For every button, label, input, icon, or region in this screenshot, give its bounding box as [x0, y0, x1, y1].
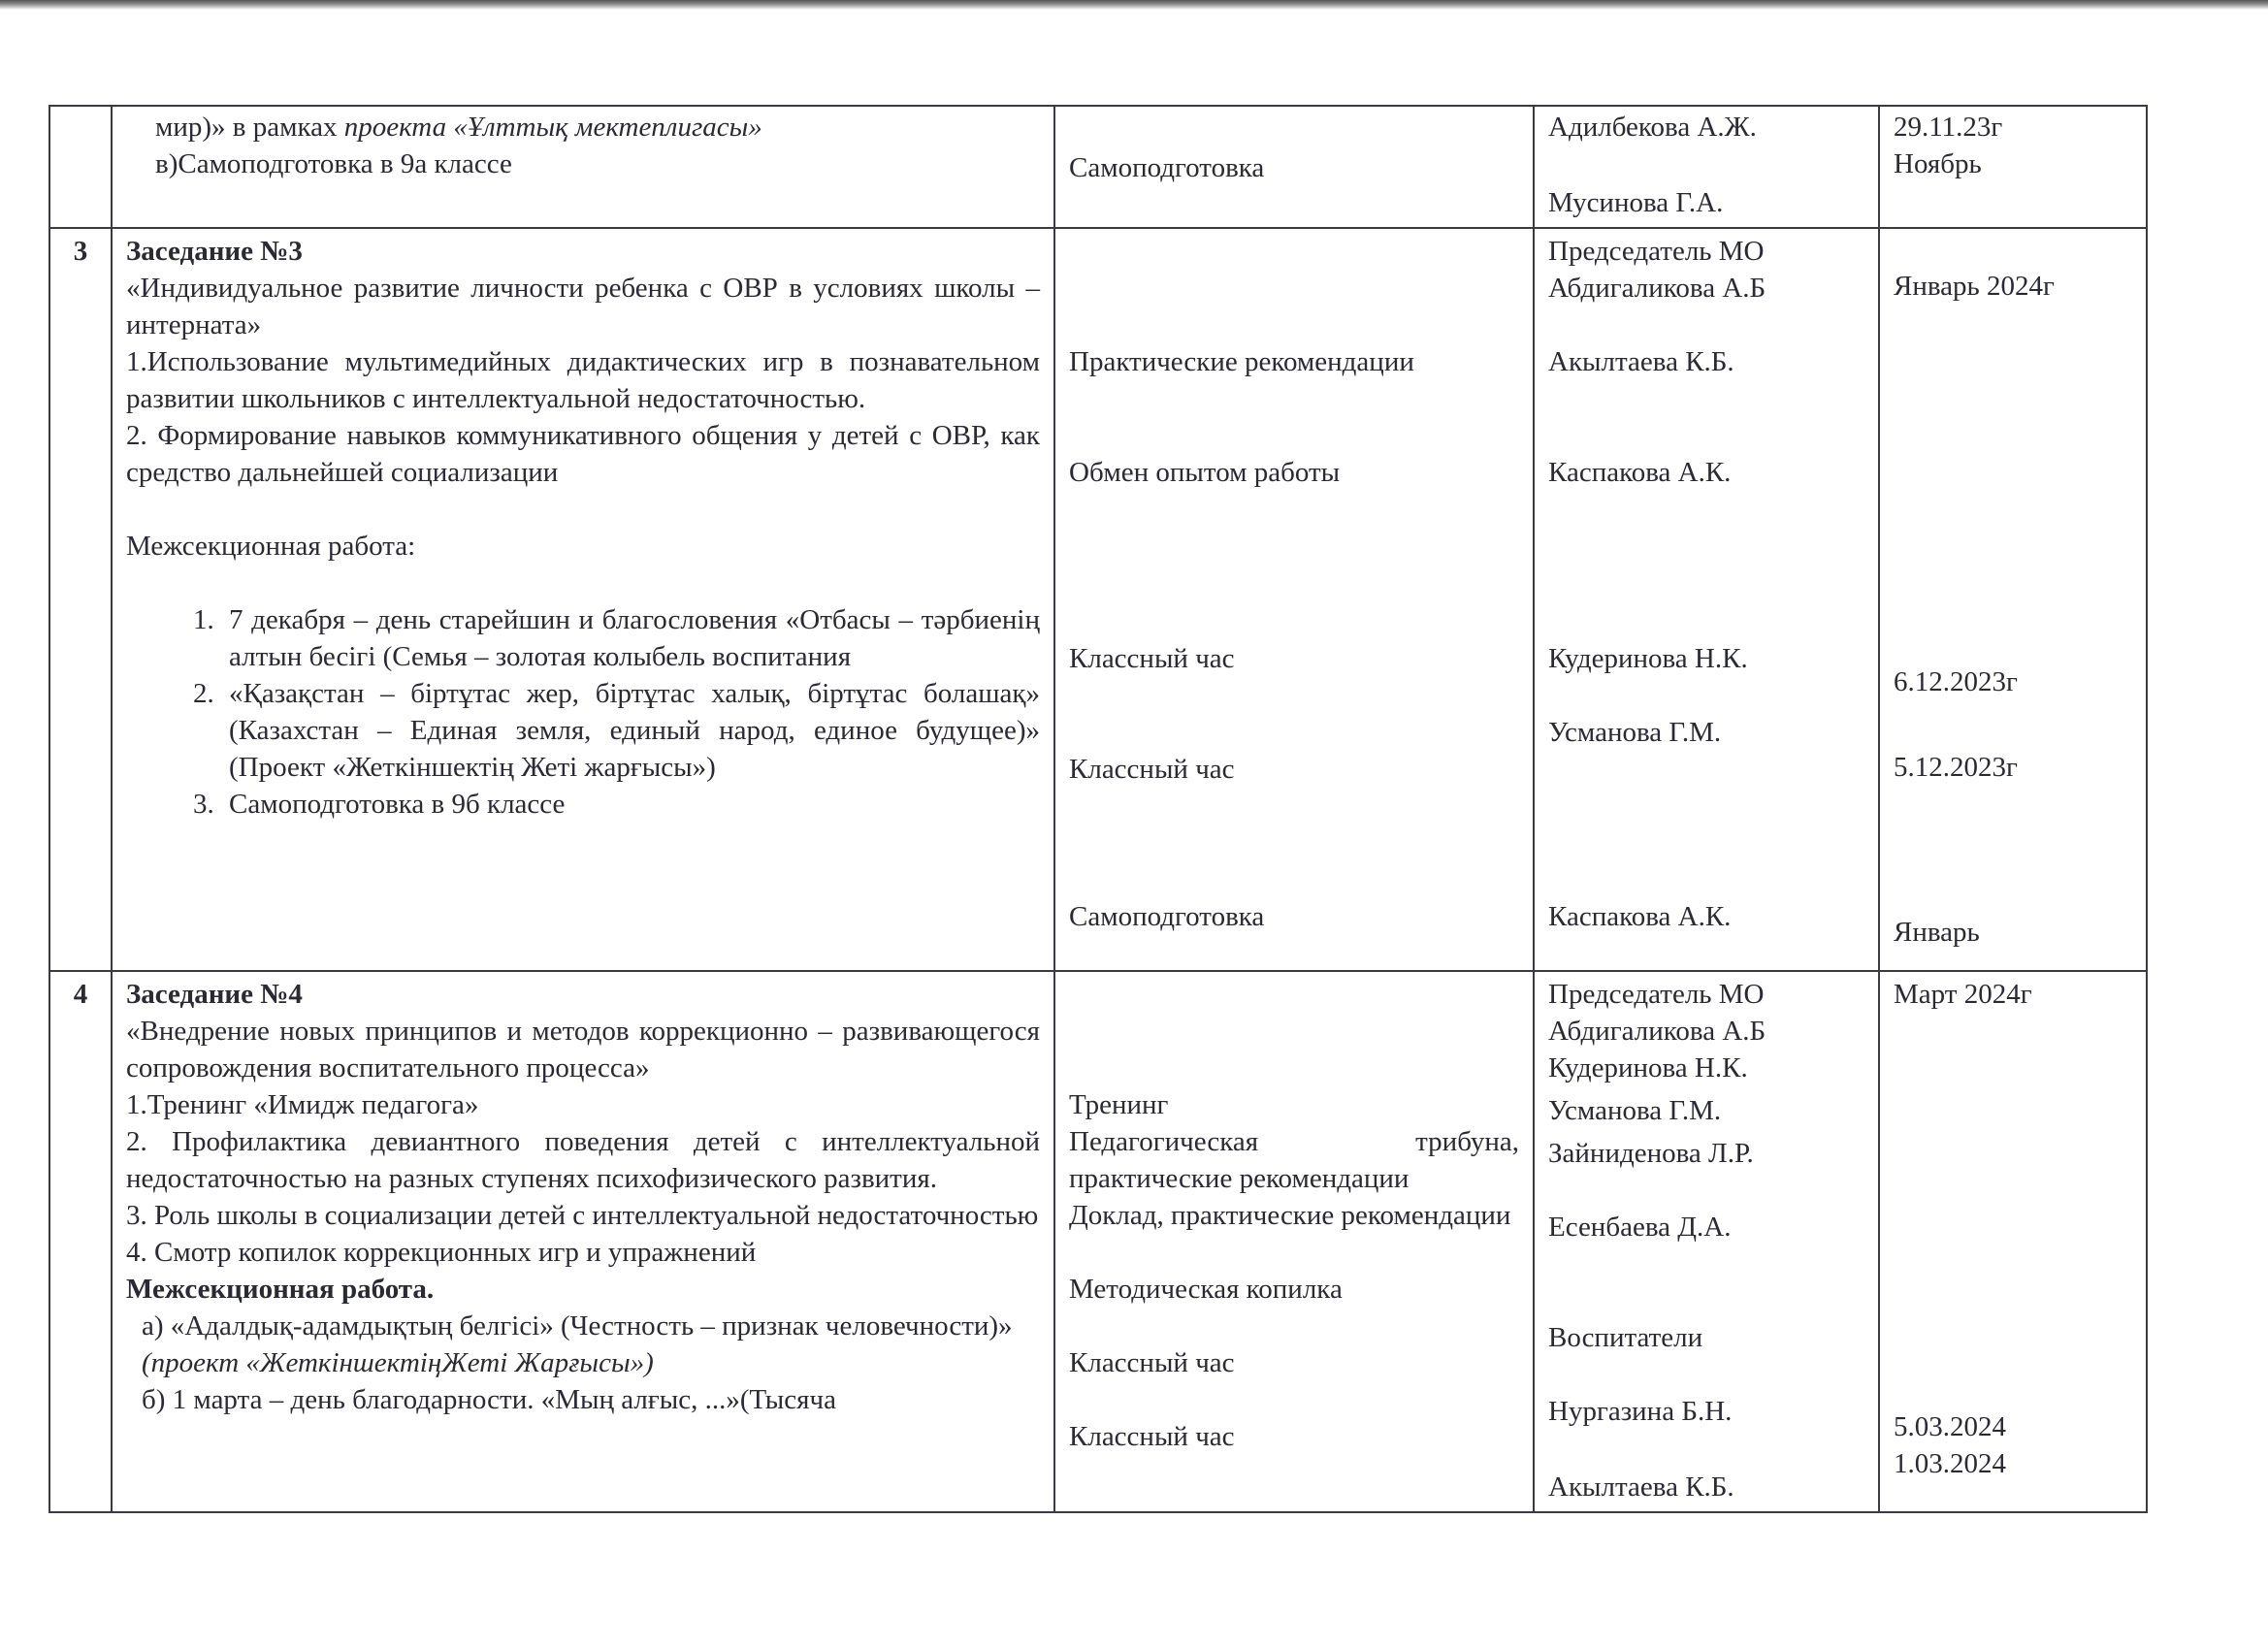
agenda-item: 4. Смотр копилок коррекционных игр и упражнений [126, 1237, 757, 1268]
date-item: 29.11.23г [1894, 112, 2003, 143]
row-number: 3 [49, 228, 112, 971]
responsible-person: Абдигаликова А.Б [1548, 1016, 1766, 1047]
responsible-cell [1534, 228, 1879, 971]
responsible-person: Абдигаликова А.Б [1548, 273, 1766, 304]
table-row [49, 106, 2147, 228]
responsible-person: Председатель МО [1548, 236, 1765, 267]
form-item: Классный час [1069, 643, 1235, 674]
form-item: Методическая копилка [1069, 1274, 1343, 1305]
table-row [49, 971, 2147, 1512]
content-cell [112, 106, 1054, 228]
responsible-person: Есенбаева Д.А. [1548, 1212, 1732, 1243]
date-cell [1879, 228, 2147, 971]
project-name: (проект «ЖеткіншектіңЖеті Жарғысы») [142, 1347, 654, 1378]
responsible-person: Председатель МО [1548, 979, 1765, 1010]
responsible-person: Усманова Г.М. [1548, 717, 1722, 748]
form-item: Доклад, практические рекомендации [1069, 1200, 1511, 1231]
date-item: 1.03.2024 [1894, 1448, 2006, 1479]
responsible-person: Каспакова А.К. [1548, 457, 1732, 488]
date-item: Март 2024г [1894, 979, 2032, 1010]
form-item: Педагогическая трибуна, практические рекомендации [1069, 1126, 1519, 1194]
list-item: 3. Самоподготовка в 9б классе [221, 786, 1040, 823]
date-item: 5.03.2024 [1894, 1411, 2006, 1442]
form-cell [1054, 228, 1534, 971]
responsible-cell [1534, 971, 1879, 1512]
form-item: Классный час [1069, 1347, 1235, 1378]
responsible-person: Акылтаева К.Б. [1548, 1471, 1734, 1503]
methodical-plan-table [49, 105, 2148, 1513]
intersection-label: Межсекционная работа. [126, 1274, 435, 1305]
meeting-title: Заседание №3 [126, 236, 303, 267]
row-number [49, 106, 112, 228]
date-item: 5.12.2023г [1894, 752, 2018, 783]
date-item: 6.12.2023г [1894, 666, 2018, 697]
date-item: Ноябрь [1894, 148, 1982, 179]
responsible-person: Каспакова А.К. [1548, 901, 1732, 932]
responsible-person: Мусинова Г.А. [1548, 187, 1724, 218]
form-item: Самоподготовка [1069, 152, 1265, 183]
form-item: Самоподготовка [1069, 901, 1265, 932]
form-item: Классный час [1069, 754, 1235, 785]
content-cell [112, 228, 1054, 971]
responsible-person: Нургазина Б.Н. [1548, 1396, 1733, 1427]
date-cell [1879, 971, 2147, 1512]
meeting-theme: «Индивидуальное развитие личности ребенка с ОВР в условиях школы – интерната» [126, 273, 1040, 340]
form-cell [1054, 106, 1534, 228]
intersection-label: Межсекционная работа: [126, 531, 416, 562]
meeting-title: Заседание №4 [126, 979, 303, 1010]
scan-edge [0, 0, 2268, 10]
content-line: в)Самоподготовка в 9а классе [155, 148, 512, 179]
intersection-item: б) 1 марта – день благодарности. «Мың алғыс, ...»(Тысяча [142, 1384, 836, 1415]
table-row [49, 228, 2147, 971]
responsible-person: Зайниденова Л.Р. [1548, 1138, 1754, 1169]
list-item: 2. «Қазақстан – біртұтас жер, біртұтас халық, біртұтас болашақ» (Казахстан – Единая земля, единый народ, единое будущее)» (Проект «Жеткіншектің Жеті жарғысы») [221, 675, 1040, 786]
responsible-cell [1534, 106, 1879, 228]
content-cell [112, 971, 1054, 1512]
form-item: Практические рекомендации [1069, 346, 1414, 377]
content-line: мир)» в рамках [155, 112, 344, 143]
form-item: Обмен опытом работы [1069, 457, 1341, 488]
intersection-item: а) «Адалдық-адамдықтың белгісі» (Честность – признак человечности)» [142, 1310, 1013, 1342]
agenda-item: 1.Тренинг «Имидж педагога» [126, 1089, 479, 1120]
date-item: Январь 2024г [1894, 271, 2055, 302]
row-number: 4 [49, 971, 112, 1512]
responsible-person: Кудеринова Н.К. [1548, 1052, 1748, 1083]
agenda-item: 2. Профилактика девиантного поведения детей с интеллектуальной недостаточностью на разных ступенях психофизического развития. [126, 1126, 1040, 1194]
responsible-person: Воспитатели [1548, 1322, 1703, 1353]
responsible-person: Кудеринова Н.К. [1548, 643, 1748, 674]
responsible-person: Усманова Г.М. [1548, 1095, 1722, 1126]
responsible-person: Адилбекова А.Ж. [1548, 112, 1757, 143]
responsible-person: Акылтаева К.Б. [1548, 346, 1734, 377]
form-item: Классный час [1069, 1421, 1235, 1452]
agenda-item: 3. Роль школы в социализации детей с интеллектуальной недостаточностью [126, 1200, 1039, 1231]
date-item: Январь [1894, 917, 1980, 948]
form-cell [1054, 971, 1534, 1512]
meeting-theme: «Внедрение новых принципов и методов коррекционно – развивающегося сопровождения воспитательного процесса» [126, 1016, 1040, 1083]
form-item: Тренинг [1069, 1089, 1169, 1120]
date-cell [1879, 106, 2147, 228]
agenda-item: 2. Формирование навыков коммуникативного общения у детей с ОВР, как средство дальнейшей социализации [126, 420, 1040, 488]
agenda-item: 1.Использование мультимедийных дидактических игр в познавательном развитии школьников с интеллектуальной недостаточностью. [126, 346, 1040, 414]
intersection-list [126, 601, 1040, 823]
project-name: проекта «Ұлттық мектеплигасы» [343, 112, 762, 143]
list-item: 1. 7 декабря – день старейшин и благословения «Отбасы – тәрбиенің алтын бесігі (Семья – золотая колыбель воспитания [221, 601, 1040, 675]
